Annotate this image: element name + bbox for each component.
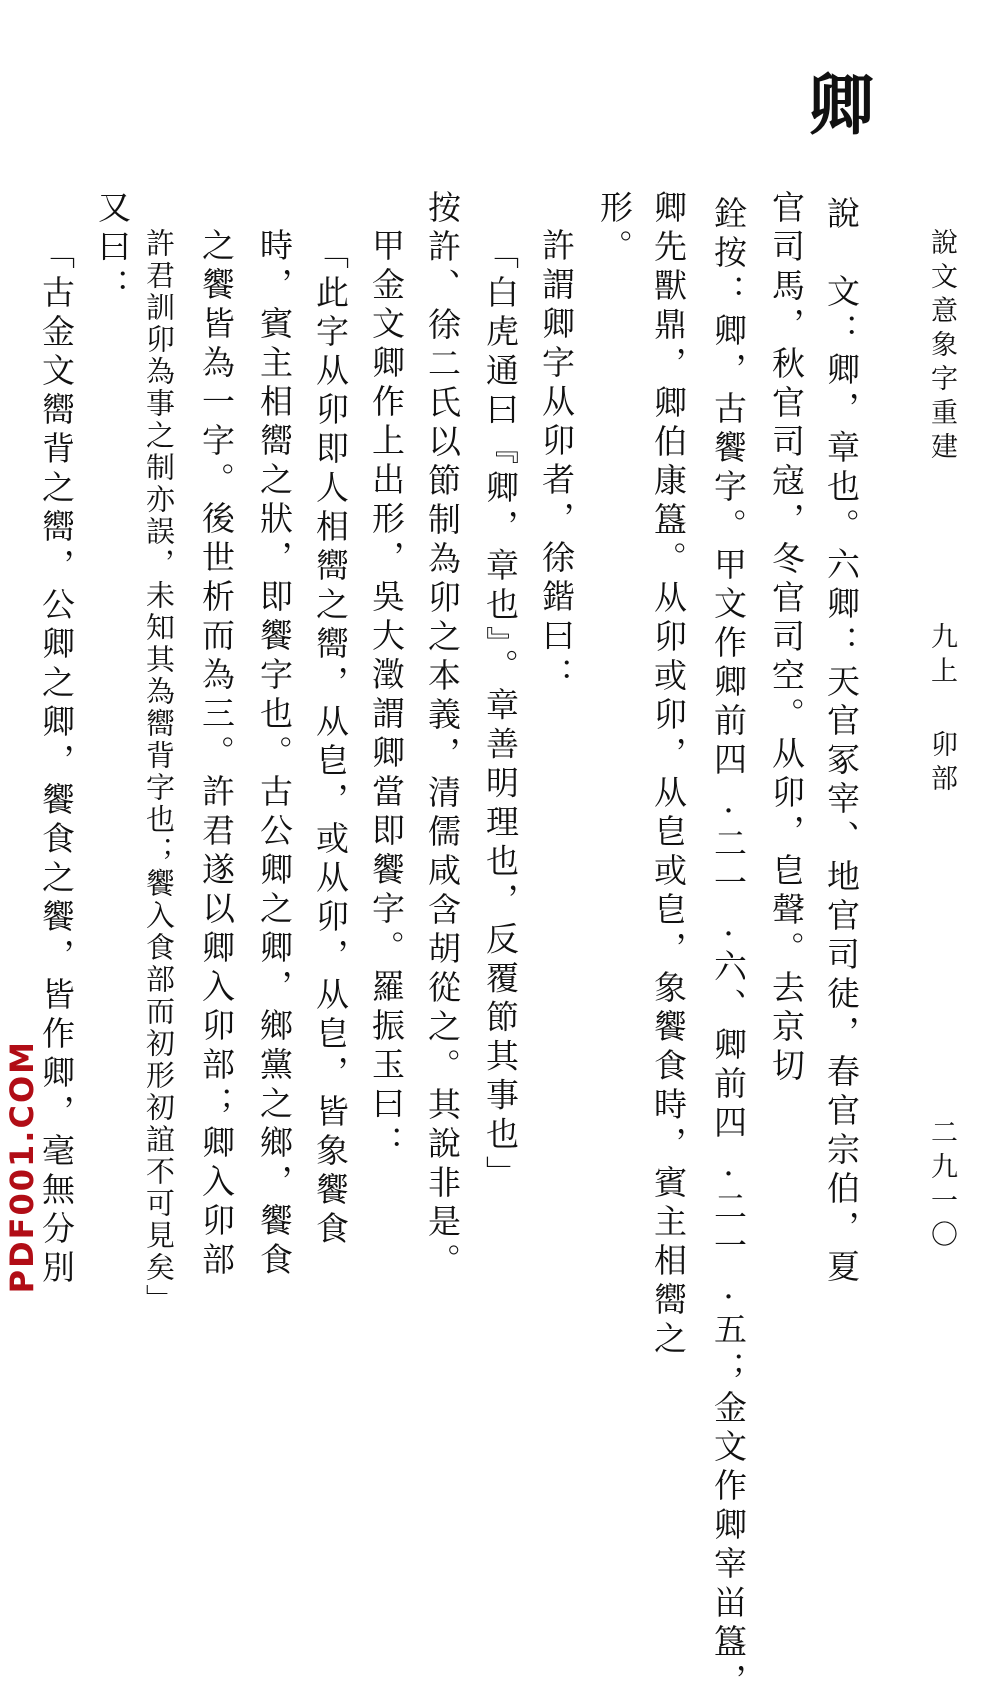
text-column-3: 銓按：卿，古饗字。甲文作卿前四.二一.六、卿前四.二一.五；金文作卿宰畄簋， bbox=[709, 196, 748, 1702]
text-column-9: 甲金文卿作上出形，吳大澂謂卿當即饗字。羅振玉曰： bbox=[367, 228, 406, 1164]
running-title: 說文意象字重建 bbox=[926, 228, 957, 466]
page-number: 二九一〇 bbox=[926, 1118, 957, 1254]
text-column-12: 之饗皆為一字。後世析而為三。許君遂以卿入卯部；卿入卯部 bbox=[197, 228, 236, 1281]
text-column-6: 許謂卿字从卯者，徐鍇曰： bbox=[537, 228, 576, 696]
text-column-1: 說 文：卿，章也。六卿：天官冢宰、地官司徒，春官宗伯，夏 bbox=[822, 196, 861, 1288]
text-column-15: 「古金文嚮背之嚮，公卿之卿，饗食之饗，皆作卿，毫無分別 bbox=[37, 236, 76, 1289]
watermark: PDF001.COM bbox=[3, 1040, 41, 1294]
headword: 卿 bbox=[808, 66, 874, 144]
text-column-13: 許君訓卯為事之制亦誤，未知其為嚮背字也；饗入食部而初形初誼不可見矣」 bbox=[142, 228, 176, 1316]
text-column-5: 形。 bbox=[595, 190, 634, 268]
radical-label: 卯部 bbox=[926, 730, 957, 798]
text-column-11: 時，賓主相嚮之狀，即饗字也。古公卿之卿，鄉黨之鄉，饗食 bbox=[255, 228, 294, 1281]
volume-label: 九上 bbox=[926, 622, 957, 690]
text-column-2: 官司馬，秋官司寇，冬官司空。从卯，皀聲。去京切 bbox=[767, 190, 806, 1087]
text-column-4: 卿先獸鼎，卿伯康簋。从卯或卯，从皀或皀，象饗食時，賓主相嚮之 bbox=[649, 190, 688, 1360]
text-column-14: 又曰： bbox=[93, 190, 132, 307]
text-column-7: 「白虎通曰『卿，章也』。章善明理也，反覆節其事也」 bbox=[481, 236, 520, 1195]
text-column-8: 按許、徐二氏以節制為卯之本義，清儒咸含胡從之。其說非是。 bbox=[423, 190, 462, 1282]
text-column-10: 「此字从卯即人相嚮之嚮，从皀，或从卯，从皀，皆象饗食 bbox=[311, 236, 350, 1250]
